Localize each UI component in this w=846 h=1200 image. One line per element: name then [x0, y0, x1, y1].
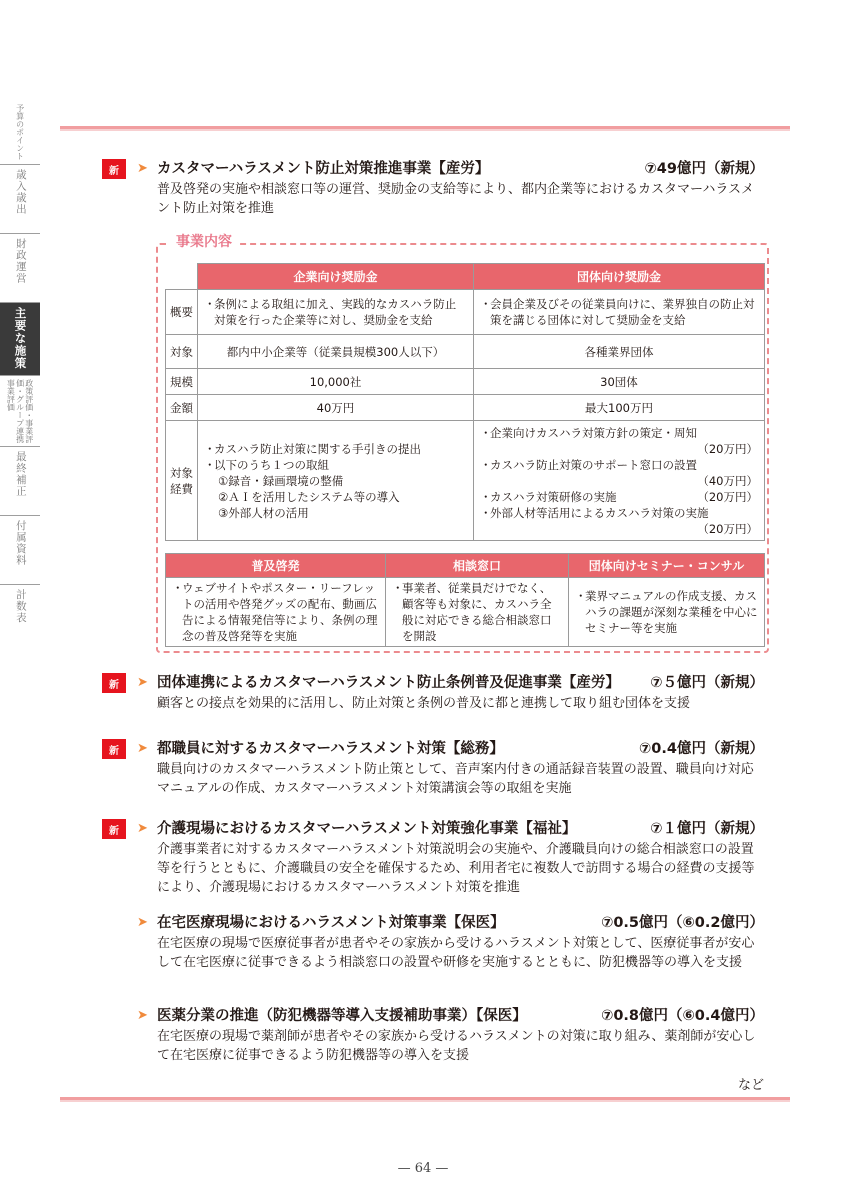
item-description: 在宅医療の現場で医療従事者が患者やその家族から受けるハラスメント対策として、医療従事者が安心して在宅医療に従事できるよう相談窓口の設置や研修を実施するとともに、防犯機器等の導入を支援 [157, 936, 755, 970]
item-title: 団体連携によるカスタマーハラスメント防止条例普及促進事業【産労】 [157, 675, 620, 691]
row-label-scale: 規模 [166, 369, 198, 395]
scale-company: 10,000社 [198, 369, 474, 395]
amount-group: 最大100万円 [474, 395, 765, 421]
row-label-target: 対象 [166, 335, 198, 369]
new-badge: 新 [102, 159, 126, 179]
top-rule [60, 126, 790, 129]
row-label-overview: 概要 [166, 290, 198, 335]
content-box-title: 事業内容 [170, 233, 238, 251]
item-title: 介護現場におけるカスタマーハラスメント対策強化事業【福祉】 [157, 821, 577, 837]
side-tab-fiscal-management[interactable]: 財政運営 [0, 234, 40, 303]
overview-group: 会員企業及びその従業員向けに、業界独自の防止対策を講じる団体に対して奨励金を支給 [490, 297, 755, 327]
row-label-eligible-costs: 対象経費 [166, 421, 198, 541]
side-tab-budget-points[interactable]: 予算のポイント [0, 100, 40, 165]
side-tab-revenue-expenditure[interactable]: 歳入歳出 [0, 165, 40, 234]
arrow-icon: ➤ [137, 821, 148, 836]
overview-company: 条例による取組に加え、実践的なカスハラ防止対策を行った企業等に対し、奨励金を支給 [214, 297, 457, 327]
item-budget: ⑦49億円（新規） [644, 161, 764, 177]
target-company: 都内中小企業等（従業員規模300人以下） [198, 335, 474, 369]
eligible-costs-group: ・ 企業向けカスハラ対策方針の策定・周知 （20万円） ・ カスハラ防止対策のサポート窓口の設置 （40万円） ・ カスハラ対策研修の実施 （20万円） ・ 外部人材等活用によるカスハラ対策の実施 （20万円） [474, 421, 765, 541]
arrow-icon: ➤ [137, 915, 148, 930]
header-seminar: 団体向けセミナー・コンサル [569, 554, 765, 578]
item-title: 在宅医療現場におけるハラスメント対策事業【保医】 [157, 915, 505, 931]
consultation-text: 事業者、従業員だけでなく、顧客等も対象に、カスハラ全般に対応できる総合相談窓口を開設 [402, 581, 552, 643]
side-tab-major-policies[interactable]: 主要な施策 [0, 303, 40, 376]
arrow-icon: ➤ [137, 161, 148, 176]
awareness-text: ウェブサイトやポスター・リーフレットの活用や啓発グッズの配布、動画広告による情報発信等により、条例の理念の普及啓発等を実施 [182, 581, 378, 643]
header-awareness: 普及啓発 [166, 554, 386, 578]
eligible-costs-company: ・ カスハラ防止対策に関する手引きの提出 ・ 以下のうち１つの取組 ①録音・録画環境の整備 ②ＡＩを活用したシステム等の導入 ③外部人材の活用 [198, 421, 474, 541]
page-number: — 64 — [397, 1161, 449, 1176]
arrow-icon: ➤ [137, 1008, 148, 1023]
etc-note: など [737, 1078, 764, 1093]
item-description: 在宅医療の現場で薬剤師が患者やその家族から受けるハラスメントの対策に取り組み、薬剤師が安心して在宅医療に従事できるよう防犯機器等の導入を支援 [157, 1029, 756, 1063]
header-group-subsidy: 団体向け奨励金 [474, 264, 765, 290]
amount-company: 40万円 [198, 395, 474, 421]
item-title: 医薬分業の推進（防犯機器等導入支援補助事業）【保医】 [157, 1008, 527, 1024]
header-company-subsidy: 企業向け奨励金 [198, 264, 474, 290]
side-tab-policy-evaluation[interactable]: 政策評価・事業評価・グループ連携事業評価 [0, 376, 40, 447]
new-badge: 新 [102, 739, 126, 759]
side-tab-statistical-tables[interactable]: 計数表 [14, 589, 27, 624]
target-group: 各種業界団体 [474, 335, 765, 369]
scale-group: 30団体 [474, 369, 765, 395]
arrow-icon: ➤ [137, 741, 148, 756]
item-title: カスタマーハラスメント防止対策推進事業【産労】 [157, 161, 490, 177]
initiatives-table: 普及啓発 相談窓口 団体向けセミナー・コンサル ・ ウェブサイトやポスター・リーフレットの活用や啓発グッズの配布、動画広告による情報発信等により、条例の理念の普及啓発等を実施 ・ 事業者、従業員だけでなく、顧客等も対象に、カスハラ全般に対応できる総合相談窓口を開設 ・ 業界マニュアルの作成支援、カスハラの課題が深刻な業種を中心にセミナー等を実施 [165, 553, 765, 647]
item-description: 介護事業者に対するカスタマーハラスメント対策説明会の実施や、介護職員向けの総合相談窓口の設置等を行うとともに、介護職員の安全を確保するため、利用者宅に複数人で訪問する場合の経費の支援等により、介護現場におけるカスタマーハラスメント対策を推進 [157, 842, 755, 895]
item-description: 普及啓発の実施や相談窓口等の運営、奨励金の支給等により、都内企業等におけるカスタマーハラスメント防止対策を推進 [157, 182, 754, 216]
row-label-amount: 金額 [166, 395, 198, 421]
item-budget: ⑦0.4億円（新規） [639, 741, 764, 757]
side-tab-appendix[interactable]: 付属資料 [0, 516, 40, 585]
item-budget: ⑦５億円（新規） [650, 675, 764, 691]
seminar-text: 業界マニュアルの作成支援、カスハラの課題が深刻な業種を中心にセミナー等を実施 [585, 589, 758, 635]
new-badge: 新 [102, 819, 126, 839]
subsidy-table: 企業向け奨励金 団体向け奨励金 概要 ・ 条例による取組に加え、実践的なカスハラ防止対策を行った企業等に対し、奨励金を支給 ・ 会員企業及びその従業員向けに、業界独自の防止対策を講じる団体に対して奨励金を支給 対象 都内中小企業等（従業員規模300人以下） 各種業界団体 規模 10,000社 30団体 金額 40万円 最大100万円 対象経費 ・ カスハラ防止対策に関する手引きの提出 ・ 以下のうち１つの取組 ①録音・録画環境の整備 ②ＡＩを活用したシステム等の導入 ③外部人材の活用 ・ 企業向けカスハラ対策方針の策定・周知 （20万円） ・ カスハラ防止対策のサポート窓口の設置 （40万円） ・ カスハラ対策研修の実施 （20万円） ・ 外部人材等活用によるカスハラ対策の実施 （20万円） [165, 263, 765, 541]
item-budget: ⑦１億円（新規） [650, 821, 764, 837]
item-budget: ⑦0.8億円（⑥0.4億円） [601, 1008, 764, 1024]
item-title: 都職員に対するカスタマーハラスメント対策【総務】 [157, 741, 504, 757]
item-description: 顧客との接点を効果的に活用し、防止対策と条例の普及に都と連携して取り組む団体を支援 [157, 696, 691, 711]
new-badge: 新 [102, 673, 126, 693]
bottom-rule [60, 1097, 790, 1100]
item-budget: ⑦0.5億円（⑥0.2億円） [601, 915, 764, 931]
header-consultation: 相談窓口 [386, 554, 569, 578]
item-description: 職員向けのカスタマーハラスメント防止策として、音声案内付きの通話録音装置の設置、職員向け対応マニュアルの作成、カスタマーハラスメント対策講演会等の取組を実施 [157, 762, 754, 796]
arrow-icon: ➤ [137, 675, 148, 690]
side-navigation [0, 100, 44, 653]
side-tab-final-supplementary[interactable]: 最終補正 [0, 447, 40, 516]
